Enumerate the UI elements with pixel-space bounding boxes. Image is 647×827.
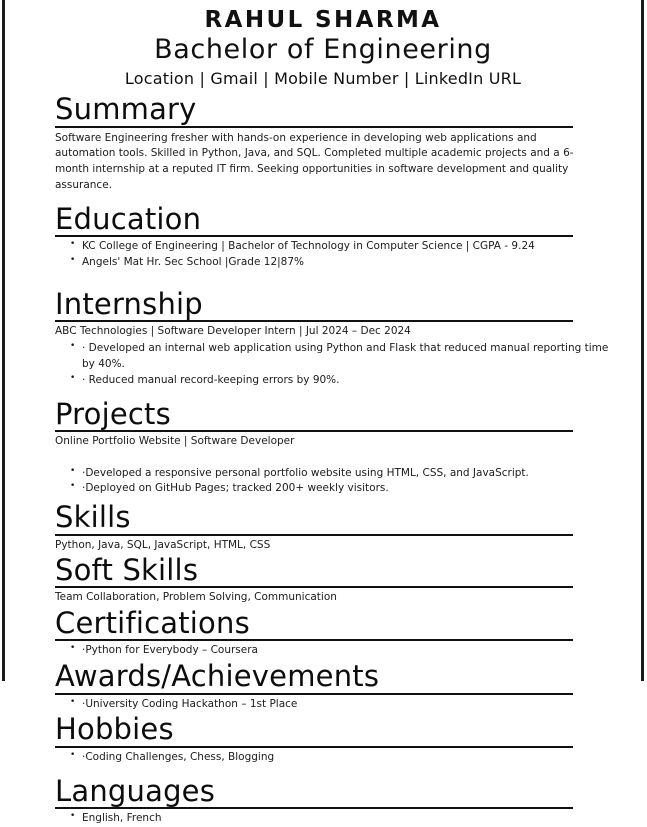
projects-subtitle: Online Portfolio Website | Software Developer [55,435,295,448]
section-awards [55,658,620,712]
section-title-education: Education [55,201,202,236]
certifications-list [55,643,620,659]
section-title-hobbies: Hobbies [55,712,174,747]
skills-text: Python, Java, SQL, JavaScript, HTML, CSS [55,538,271,551]
section-title-summary: Summary [55,92,197,126]
section-soft-skills [55,552,620,606]
section-title-soft-skills: Soft Skills [55,552,199,587]
section-certifications [55,605,620,659]
resume-sheet [5,0,641,825]
section-skills [55,500,620,553]
list-item: • · Developed an internal web application using Python and Flask that reduced manual reporting time by 40%. [55,341,620,373]
awards-list [55,697,620,713]
list-item: • ·Python for Everybody – Coursera [55,643,620,659]
section-title-projects: Projects [55,396,171,431]
candidate-degree: Bachelor of Engineering [154,34,492,66]
list-item: • ·Deployed on GitHub Pages; tracked 200+ weekly visitors. [55,481,620,497]
internship-list [55,341,620,388]
section-title-internship: Internship [55,286,203,321]
section-languages [55,773,620,827]
list-item: • ·Coding Challenges, Chess, Blogging [55,750,620,766]
section-title-skills: Skills [55,500,131,534]
projects-list [55,466,620,498]
list-item: • English, French [55,811,620,827]
section-summary [55,92,620,194]
page-right-border [641,0,644,681]
contact-line: Location | Gmail | Mobile Number | LinkedIn URL [124,68,522,88]
languages-list [55,811,620,827]
resume-header [5,0,641,89]
list-item: • · Reduced manual record-keeping errors by 90%. [55,373,620,389]
list-item: • ·University Coding Hackathon – 1st Place [55,697,620,713]
section-projects [55,396,620,497]
section-title-languages: Languages [55,773,216,808]
list-item: • Angels' Mat Hr. Sec School |Grade 12|87% [55,255,620,271]
soft-skills-text: Team Collaboration, Problem Solving, Communication [55,591,337,604]
education-list [55,239,620,271]
section-title-certifications: Certifications [55,605,250,640]
hobbies-list [55,750,620,766]
section-hobbies [55,712,620,765]
summary-paragraph: Software Engineering fresher with hands-on experience in developing web applications and automation tools. Skilled in Python, Java, and SQL. Completed multiple academic projects and a 6-month internship at a reputed IT firm. Seeking opportunities in software development and quality assurance. [55,131,574,191]
candidate-name: RAHUL SHARMA [204,7,442,33]
spacer [55,450,620,464]
list-item: • KC College of Engineering | Bachelor of Technology in Computer Science | CGPA - 9.24 [55,239,620,255]
section-rule-hobbies [55,746,573,748]
section-rule-skills [55,534,573,536]
section-title-awards: Awards/Achievements [55,658,380,693]
section-education [55,201,620,271]
list-item: • ·Developed a responsive personal portfolio website using HTML, CSS, and JavaScript. [55,466,620,482]
resume-body [55,92,620,827]
internship-subtitle: ABC Technologies | Software Developer Intern | Jul 2024 – Dec 2024 [55,325,411,338]
section-internship [55,286,620,389]
